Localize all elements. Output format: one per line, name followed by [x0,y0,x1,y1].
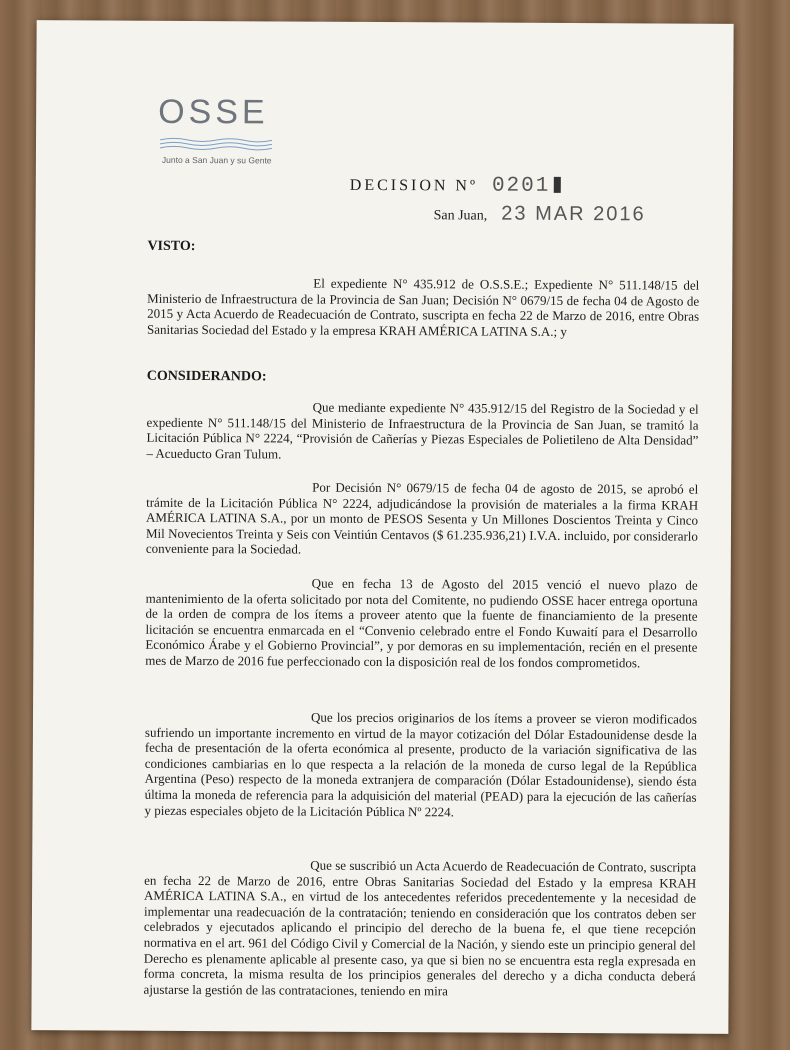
date-stamp: 23 MAR 2016 [501,202,646,226]
logo-tagline: Junto a San Juan y su Gente [161,154,272,166]
wave-lines-icon [158,137,284,154]
considerando-paragraph-4: Que los precios originarios de los ítems a proveer se vieron modificados sufriendo un importante incremento en virtud de la mayor cotización del Dólar Estadounidense desde la fecha de presentación de la oferta económica al presente, producto de la variación significativa de las condiciones cambiarias en lo que respecta a la relación de la moneda de curso legal de la República Argentina (Peso) respecto de la moneda extranjera de comparación (Dólar Estadounidense), siendo ésta última la moneda de referencia para la adquisición del material (PEAD) para la ejecución de las cañerías y piezas especiales objeto de la Licitación Pública Nº 2224. [144,709,698,819]
logo-name: OSSE [158,92,269,132]
document-page [31,20,733,1034]
date-line [434,202,646,226]
considerando-paragraph-2: Por Decisión N° 0679/15 de fecha 04 de agosto de 2015, se aprobó el trámite de la Licitación Pública N° 2224, adjudicándose la provisión de materiales a la firma KRAH AMÉRICA LATINA S.A., por un monto de PESOS Sesenta y Un Millones Doscientos Treinta y Cinco Mil Novecientos Treinta y Seis con Veintiún Centavos ($ 61.235.936,21) I.V.A. incluido, por considerarlo conveniente para la Sociedad. [145,479,699,557]
decision-number: 0201 [491,174,551,198]
date-city: San Juan, [433,208,488,224]
decision-title [350,174,561,198]
visto-paragraph: El expediente N° 435.912 de O.S.S.E.; Expediente N° 511.148/15 del Ministerio de Infraestructura de la Provincia de San Juan; Decisión N° 0679/15 de fecha 04 de Agosto de 2015 y Acta Acuerdo de Readecuación de Contrato, suscripta en fecha 22 de Marzo de 2016, entre Obras Sanitarias Sociedad del Estado y la empresa KRAH AMÉRICA LATINA S.A.; y [146,275,700,339]
considerando-paragraph-1: Que mediante expediente N° 435.912/15 del Registro de la Sociedad y el expediente N° 511.148/15 del Ministerio de Infraestructura de la Provincia de San Juan, se tramitó la Licitación Pública N° 2224, “Provisión de Cañerías y Piezas Especiales de Polietileno de Alta Densidad” – Acueducto Gran Tulum. [146,399,699,462]
considerando-paragraph-5: Que se suscribió un Acta Acuerdo de Readecuación de Contrato, suscripta en fecha 22 de Marzo de 2016, entre Obras Sanitarias Sociedad del Estado y la empresa KRAH AMÉRICA LATINA S.A., en virtud de los antecedentes referidos precedentemente y la necesidad de implementar una readecuación de la contratación; teniendo en consideración que los contratos deben ser celebrados y ejecutados aplicando el principio del derecho de la buena fe, el que tiene recepción normativa en el art. 961 del Código Civil y Comercial de la Nación, y siendo este un principio general del Derecho es plenamente aplicable al presente caso, ya que si bien no se encuentra esta regla expresada en forma concreta, la misma resulta de los principios generales del derecho y a dicha conducta deberá ajustarse la gestión de las contrataciones, teniendo en mira [143,857,697,999]
visto-heading: VISTO: [147,238,196,255]
considerando-paragraph-3: Que en fecha 13 de Agosto del 2015 venció el nuevo plazo de mantenimiento de la oferta solicitado por nota del Comitente, no pudiendo OSSE hacer entrega oportuna de la orden de compra de los ítems a proveer atento que la fuente de financiamiento de la presente licitación se encuentra enmarcada en el “Convenio celebrado entre el Fondo Kuwaití para el Desarrollo Económico Árabe y el Gobierno Provincial”, y por demoras en su implementación, recién en el presente mes de Marzo de 2016 fue perfeccionado con la disposición real de los fondos comprometidos. [145,575,698,671]
decision-label: DECISION Nº [349,176,479,195]
considerando-heading: CONSIDERANDO: [146,368,267,385]
osse-logo [158,93,288,174]
stamp-mark-icon [553,177,560,193]
